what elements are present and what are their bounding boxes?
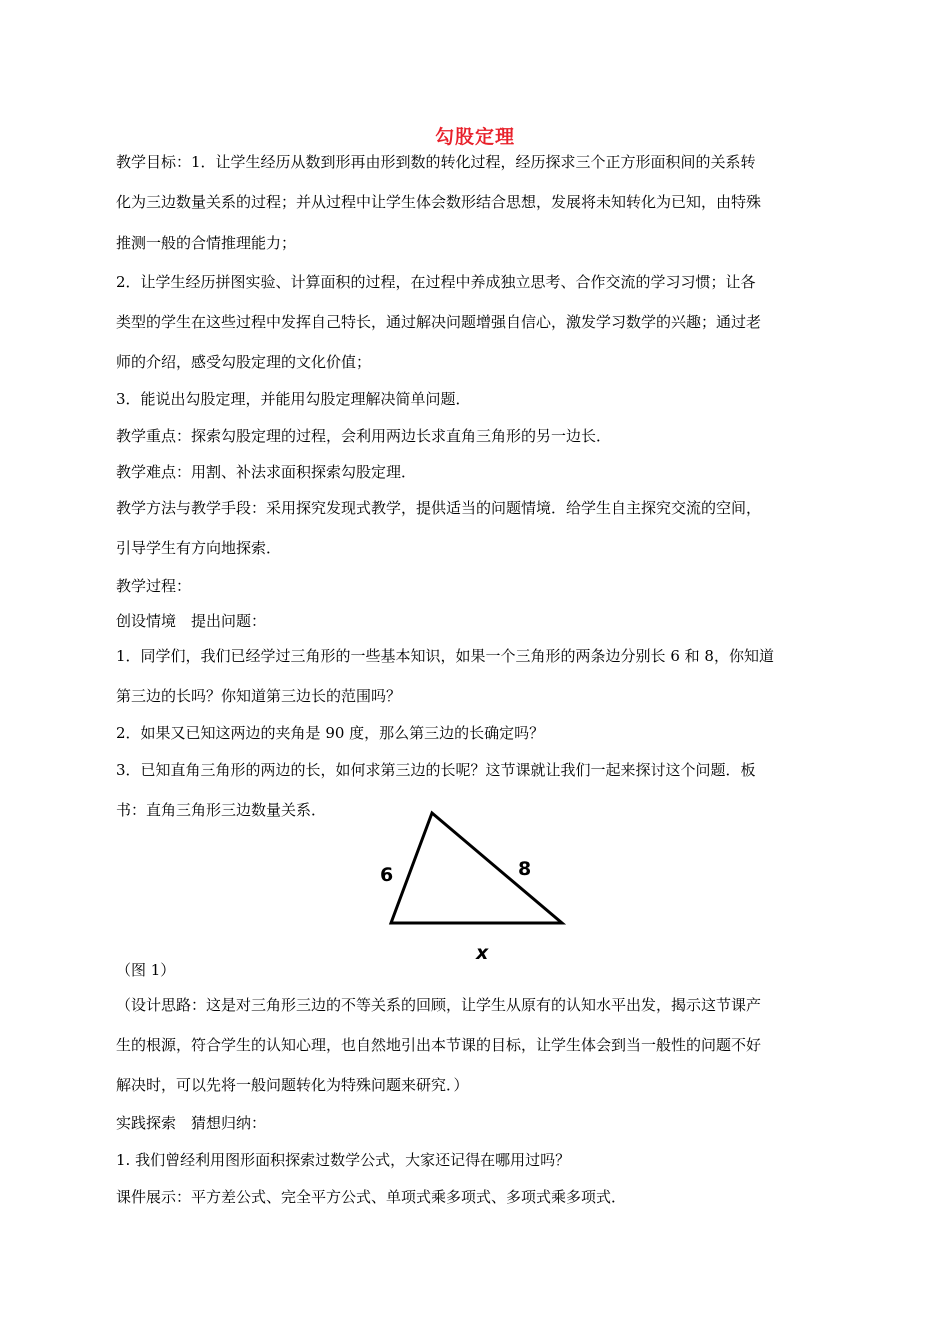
text-line: 课件展示：平方差公式、完全平方公式、单项式乘多项式、多项式乘多项式． [116, 1188, 627, 1206]
text-line: 化为三边数量关系的过程；并从过程中让学生体会数形结合思想，发展将未知转化为已知，由特殊 [116, 193, 762, 211]
text-line: 3．能说出勾股定理，并能用勾股定理解决简单问题． [116, 390, 471, 408]
page-title: 勾股定理 [434, 126, 515, 148]
triangle-figure [370, 805, 590, 970]
text-line: 教学目标：1．让学生经历从数到形再由形到数的转化过程，经历探求三个正方形面积间的关系转 [116, 153, 756, 171]
triangle-shape [391, 813, 562, 923]
label-side-8: 8 [518, 858, 532, 880]
text-line: 书：直角三角形三边数量关系． [116, 801, 327, 819]
text-line: 1. 我们曾经利用图形面积探索过数学公式，大家还记得在哪用过吗？ [116, 1151, 571, 1169]
text-line: 教学重点：探索勾股定理的过程，会利用两边长求直角三角形的另一边长． [116, 427, 612, 445]
text-line: 引导学生有方向地探索． [116, 539, 282, 557]
text-line: 生的根源，符合学生的认知心理，也自然地引出本节课的目标，让学生体会到当一般性的问题不好 [116, 1036, 762, 1054]
text-line: 实践探索 猜想归纳： [116, 1114, 267, 1132]
text-line: 教学过程： [116, 577, 192, 595]
label-side-6: 6 [380, 864, 394, 886]
text-line: 推测一般的合情推理能力； [116, 234, 297, 252]
text-line: 3．已知直角三角形的两边的长，如何求第三边的长呢？这节课就让我们一起来探讨这个问题．板 [116, 761, 756, 779]
text-line: 1．同学们，我们已经学过三角形的一些基本知识，如果一个三角形的两条边分别长 6 和 8，你知道 [116, 647, 774, 665]
text-line: 2．让学生经历拼图实验、计算面积的过程，在过程中养成独立思考、合作交流的学习习惯；让各 [116, 273, 756, 291]
text-line: 类型的学生在这些过程中发挥自己特长，通过解决问题增强自信心，激发学习数学的兴趣；通过老 [116, 313, 762, 331]
text-line: 教学难点：用割、补法求面积探索勾股定理． [116, 463, 417, 481]
text-line: 解决时，可以先将一般问题转化为特殊问题来研究．） [116, 1076, 469, 1094]
text-line: 2．如果又已知这两边的夹角是 90 度，那么第三边的长确定吗？ [116, 724, 545, 742]
text-line: （设计思路：这是对三角形三边的不等关系的回顾，让学生从原有的认知水平出发，揭示这节课产 [116, 996, 762, 1014]
text-line: 第三边的长吗？你知道第三边长的范围吗？ [116, 687, 402, 705]
label-side-x: x [476, 942, 489, 964]
text-line: 教学方法与教学手段：采用探究发现式教学，提供适当的问题情境．给学生自主探究交流的空间， [116, 499, 762, 517]
text-line: 师的介绍，感受勾股定理的文化价值； [116, 353, 372, 371]
figure-caption: （图 1） [116, 961, 176, 979]
text-line: 创设情境 提出问题： [116, 612, 267, 630]
